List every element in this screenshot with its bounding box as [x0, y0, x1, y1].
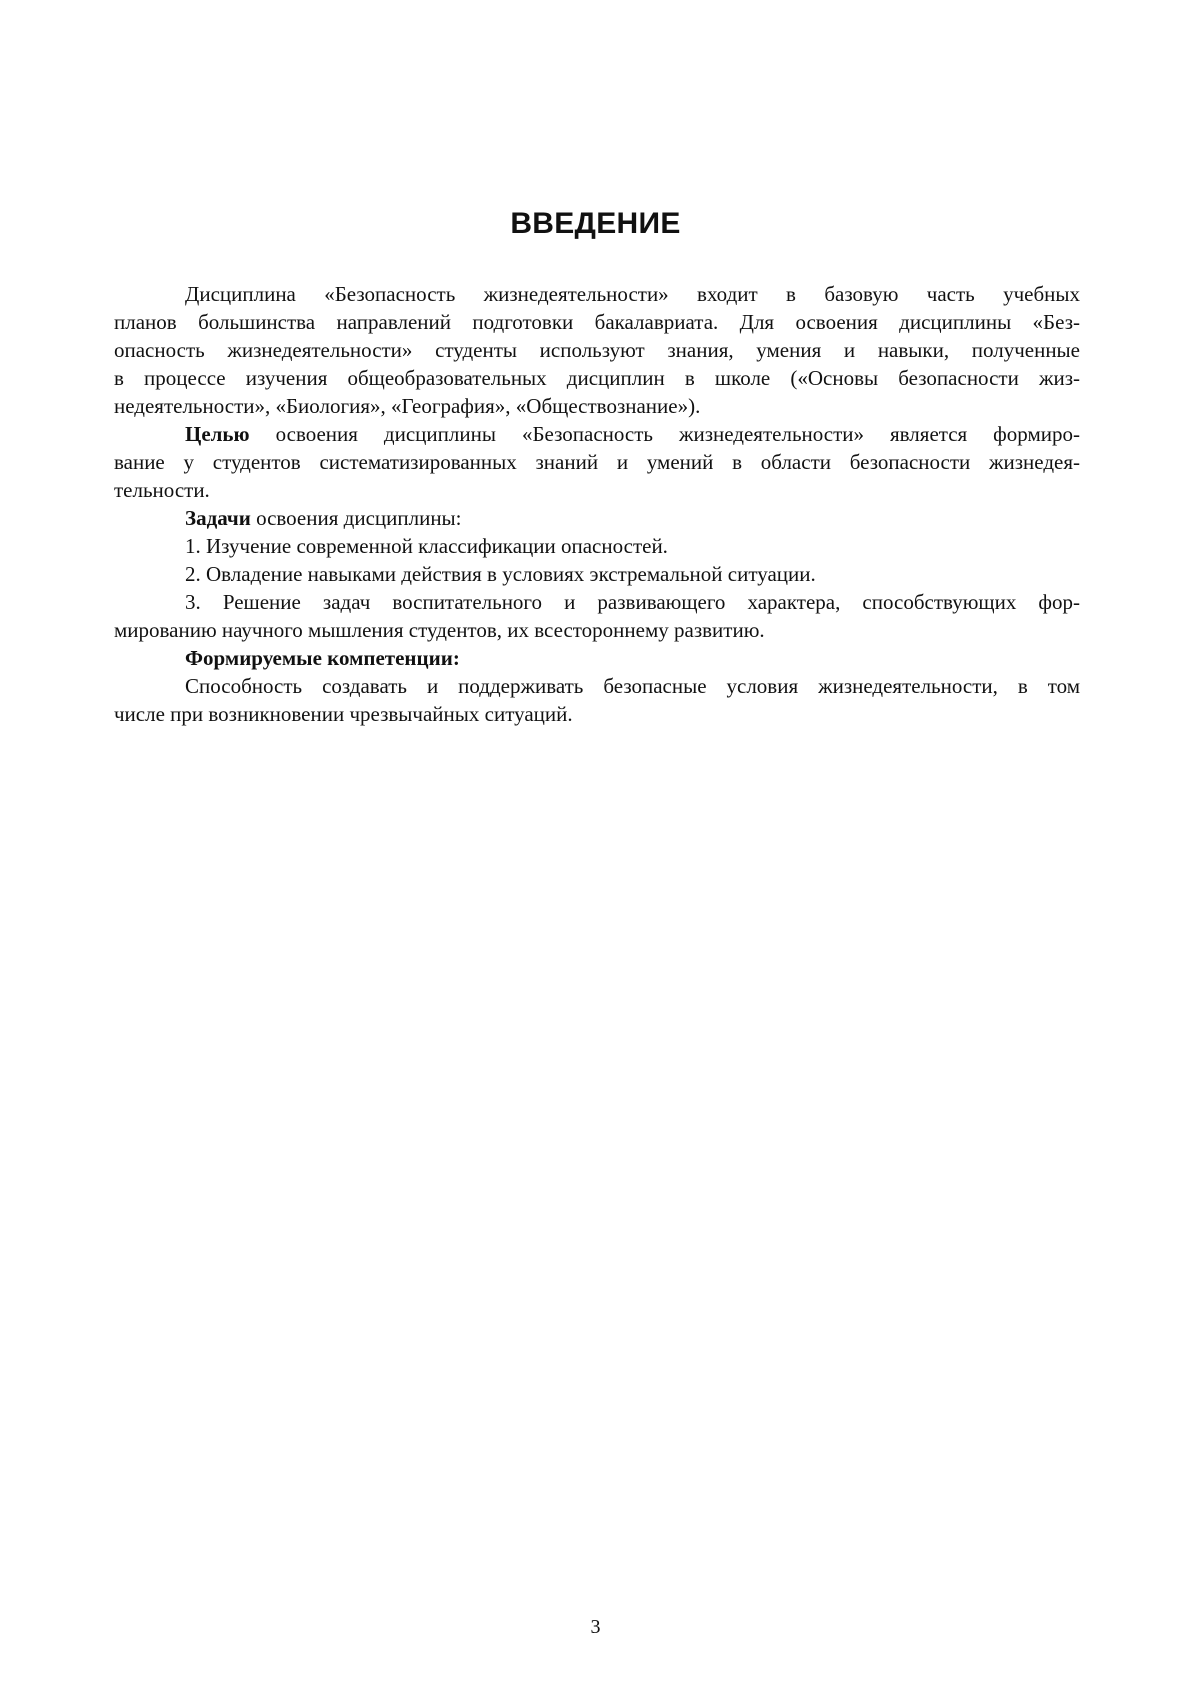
intro-line-5: недеятельности», «Биология», «География», «Обществознание»).	[114, 394, 701, 418]
document-body	[114, 280, 1080, 728]
goal-paragraph	[114, 420, 1080, 504]
competencies-line-1: Способность создавать и поддерживать безопасные условия жизнедеятельности, в том	[185, 674, 1080, 698]
goal-line-1-text: освоения дисциплины «Безопасность жизнедеятельности» является формиро-	[249, 422, 1080, 446]
intro-line-4: в процессе изучения общеобразовательных дисциплин в школе («Основы безопасности жиз-	[114, 366, 1080, 390]
competencies-heading: Формируемые компетенции:	[185, 646, 460, 670]
page-number: 3	[590, 1616, 601, 1638]
competencies-line-2: числе при возникновении чрезвычайных ситуаций.	[114, 702, 573, 726]
intro-line-2: планов большинства направлений подготовки бакалавриата. Для освоения дисциплины «Без-	[114, 310, 1080, 334]
goal-line-3: тельности.	[114, 478, 210, 502]
tasks-section	[114, 504, 1080, 644]
task-item-3-line-1: 3. Решение задач воспитательного и развивающего характера, способствующих фор-	[185, 590, 1080, 614]
tasks-heading	[114, 504, 1080, 532]
tasks-label: Задачи	[185, 506, 251, 530]
goal-line-2: вание у студентов систематизированных знаний и умений в области безопасности жизнедея-	[114, 450, 1080, 474]
goal-label: Целью	[185, 422, 250, 446]
goal-line-1	[114, 420, 1080, 448]
competencies-section	[114, 644, 1080, 728]
intro-line-3: опасность жизнедеятельности» студенты используют знания, умения и навыки, полученные	[114, 338, 1080, 362]
task-item-1: 1. Изучение современной классификации опасностей.	[185, 534, 668, 558]
intro-line-1: Дисциплина «Безопасность жизнедеятельности» входит в базовую часть учебных	[185, 282, 1080, 306]
intro-paragraph	[114, 280, 1080, 420]
task-item-3-line-2: мированию научного мышления студентов, их всестороннему развитию.	[114, 618, 765, 642]
tasks-heading-text: освоения дисциплины:	[250, 506, 462, 530]
task-item-2: 2. Овладение навыками действия в условиях экстремальной ситуации.	[185, 562, 816, 586]
page-title: ВВЕДЕНИЕ	[510, 207, 681, 240]
